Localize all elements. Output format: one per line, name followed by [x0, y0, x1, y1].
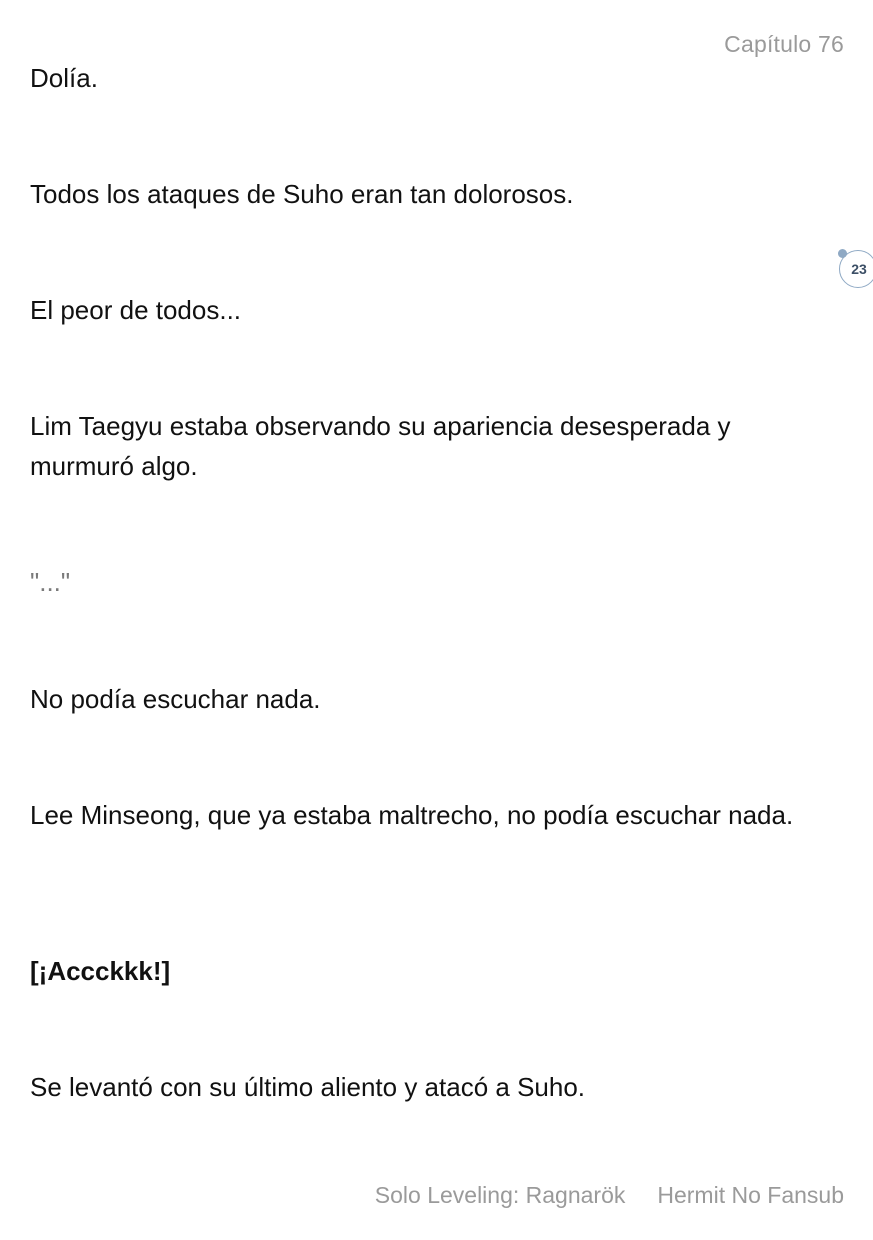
novel-title: Solo Leveling: Ragnarök — [374, 1182, 626, 1208]
footer — [375, 1182, 844, 1209]
page-number: 23 — [851, 261, 867, 277]
paragraph-4: Lim Taegyu estaba observando su apariencia desesperada y murmuró algo. — [30, 411, 731, 481]
paragraph-1: Dolía. — [30, 63, 98, 93]
translator-name: Hermit No Fansub — [657, 1182, 844, 1208]
paragraph-7: Lee Minseong, que ya estaba maltrecho, no podía escuchar nada. — [30, 800, 794, 830]
paragraph-8: [¡Accckkk!] — [30, 956, 171, 986]
paragraph-5: "..." — [30, 567, 71, 597]
paragraph-9: Se levantó con su último aliento y atacó a Suho. — [30, 1072, 586, 1102]
paragraph-2: Todos los ataques de Suho eran tan dolorosos. — [30, 179, 574, 209]
paragraph-3: El peor de todos... — [30, 295, 242, 325]
chapter-label: Capítulo 76 — [724, 31, 844, 57]
paragraph-6: No podía escuchar nada. — [30, 684, 321, 714]
page-number-badge[interactable] — [839, 250, 873, 288]
